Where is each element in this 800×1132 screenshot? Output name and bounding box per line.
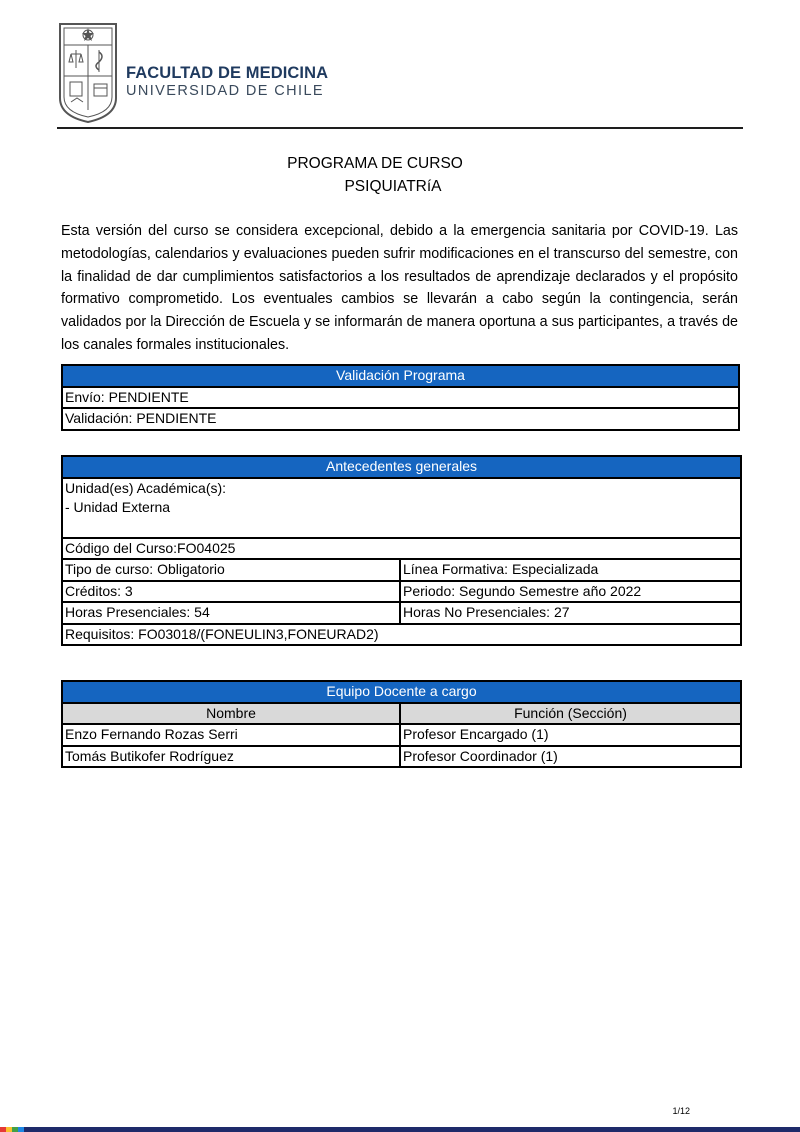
document-title: PROGRAMA DE CURSO — [287, 155, 463, 172]
academic-units-label: Unidad(es) Académica(s): — [65, 479, 227, 496]
validation-heading: Validación Programa — [62, 365, 739, 387]
general-background-table — [61, 455, 742, 646]
envio-status: Envío: PENDIENTE — [62, 387, 739, 409]
credits: Créditos: 3 — [62, 581, 400, 603]
faculty-name: FACULTAD DE MEDICINA — [126, 64, 329, 82]
teaching-team-table — [61, 680, 742, 768]
course-type: Tipo de curso: Obligatorio — [62, 559, 400, 581]
table-row — [62, 724, 741, 746]
intro-paragraph: Esta versión del curso se considera excepcional, debido a la emergencia sanitaria por COVID-19. Las metodologías, calendarios y evaluaciones pueden sufrir modificaciones en el transcurso del semestre, con la finalidad de dar cumplimientos satisfactorios a los resultados de aprendizaje declarados y el propósito formativo comprometido. Los eventuales cambios se llevarán a cabo según la contingencia, serán validados por la Dirección de Escuela y se informarán de manera oportuna a sus participantes, a través de los canales formales institucionales. — [61, 223, 738, 353]
faculty-brand — [126, 64, 328, 100]
teacher-role: Profesor Coordinador (1) — [400, 746, 741, 768]
validacion-status: Validación: PENDIENTE — [62, 408, 739, 430]
academic-units-value: - Unidad Externa — [65, 498, 171, 515]
period: Periodo: Segundo Semestre año 2022 — [400, 581, 741, 603]
table-row — [62, 746, 741, 768]
academic-units-cell — [62, 478, 741, 538]
teacher-name: Tomás Butikofer Rodríguez — [62, 746, 400, 768]
in-person-hours: Horas Presenciales: 54 — [62, 602, 400, 624]
teaching-team-heading: Equipo Docente a cargo — [62, 681, 741, 703]
course-code: Código del Curso:FO04025 — [62, 538, 741, 560]
university-seal-logo — [57, 18, 119, 124]
header-divider — [57, 127, 743, 129]
validation-table — [61, 364, 740, 431]
column-header-role: Función (Sección) — [400, 703, 741, 725]
remote-hours: Horas No Presenciales: 27 — [400, 602, 741, 624]
teacher-name: Enzo Fernando Rozas Serri — [62, 724, 400, 746]
requirements: Requisitos: FO03018/(FONEULIN3,FONEURAD2) — [62, 624, 741, 646]
footer-color-bar — [0, 1127, 800, 1132]
page-number: 1/12 — [672, 1106, 690, 1116]
background-heading: Antecedentes generales — [62, 456, 741, 478]
teacher-role: Profesor Encargado (1) — [400, 724, 741, 746]
column-header-name: Nombre — [62, 703, 400, 725]
course-title: PSIQUIATRíA — [344, 178, 442, 195]
university-name: UNIVERSIDAD DE CHILE — [126, 83, 325, 99]
training-line: Línea Formativa: Especializada — [400, 559, 741, 581]
